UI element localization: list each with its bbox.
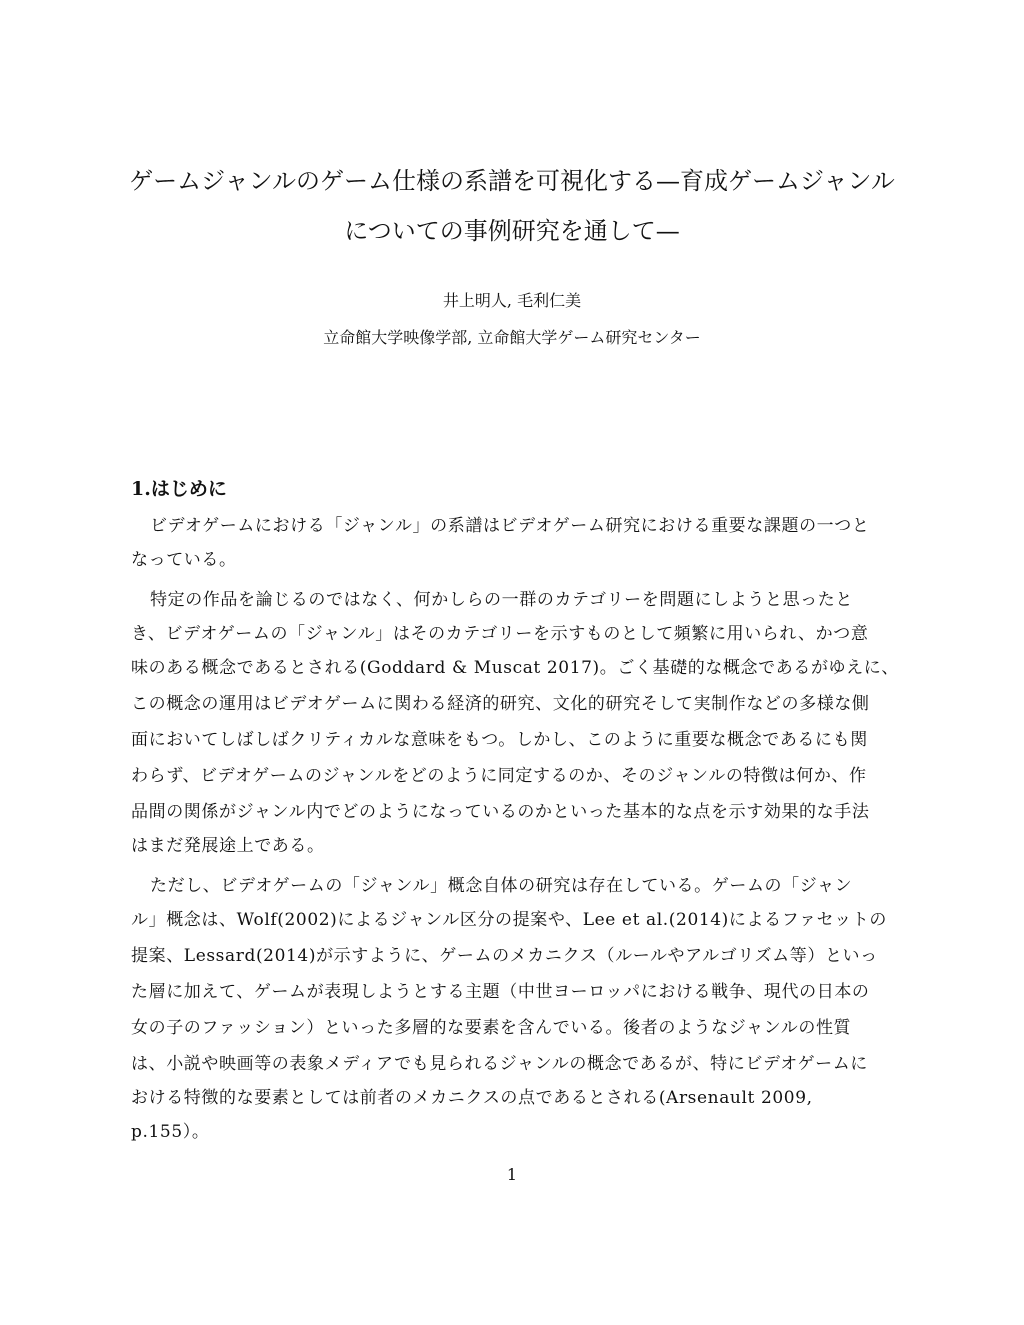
body-line: p.155）。	[131, 1122, 210, 1142]
body-line: 味のある概念であるとされる(Goddard & Muscat 2017)。ごく基礎的な概念であるがゆえに、	[131, 658, 899, 678]
paper-title-line-2: についての事例研究を通して—	[344, 217, 680, 245]
body-line: た層に加えて、ゲームが表現しようとする主題（中世ヨーロッパにおける戦争、現代の日本の	[131, 982, 870, 1002]
authors: 井上明人, 毛利仁美	[442, 291, 582, 310]
body-line: 品間の関係がジャンル内でどのようになっているのかといった基本的な点を示す効果的な手法	[131, 802, 870, 822]
body-line: この概念の運用はビデオゲームに関わる経済的研究、文化的研究そして実制作などの多様な側	[131, 694, 870, 714]
body-line: ビデオゲームにおける「ジャンル」の系譜はビデオゲーム研究における重要な課題の一つと	[150, 516, 870, 536]
page-number: 1	[506, 1165, 518, 1184]
body-line: は、小説や映画等の表象メディアでも見られるジャンルの概念であるが、特にビデオゲームに	[131, 1054, 868, 1074]
body-line: ただし、ビデオゲームの「ジャンル」概念自体の研究は存在している。ゲームの「ジャン	[150, 876, 853, 896]
body-line: き、ビデオゲームの「ジャンル」はそのカテゴリーを示すものとして頻繁に用いられ、かつ意	[131, 624, 869, 644]
body-line: 面においてしばしばクリティカルな意味をもつ。しかし、このように重要な概念であるにも関	[131, 730, 868, 750]
body-line: はまだ発展途上である。	[131, 836, 325, 856]
section-heading: 1.はじめに	[131, 478, 227, 500]
body-line: なっている。	[131, 550, 237, 570]
body-line: わらず、ビデオゲームのジャンルをどのように同定するのか、そのジャンルの特徴は何か、作	[131, 766, 867, 786]
body-line: 提案、Lessard(2014)が示すように、ゲームのメカニクス（ルールやアルゴリズム等）といっ	[131, 946, 878, 966]
body-line: 特定の作品を論じるのではなく、何かしらの一群のカテゴリーを問題にしようと思ったと	[150, 590, 853, 610]
body-line: 女の子のファッション）といった多層的な要素を含んでいる。後者のようなジャンルの性質	[131, 1018, 852, 1038]
body-line: ル」概念は、Wolf(2002)によるジャンル区分の提案や、Lee et al.(2014)によるファセットの	[131, 910, 887, 930]
paper-title-line-1: ゲームジャンルのゲーム仕様の系譜を可視化する—育成ゲームジャンル	[129, 167, 895, 195]
affiliations: 立命館大学映像学部, 立命館大学ゲーム研究センター	[323, 328, 701, 347]
body-line: おける特徴的な要素としては前者のメカニクスの点であるとされる(Arsenault 2009,	[131, 1088, 813, 1108]
